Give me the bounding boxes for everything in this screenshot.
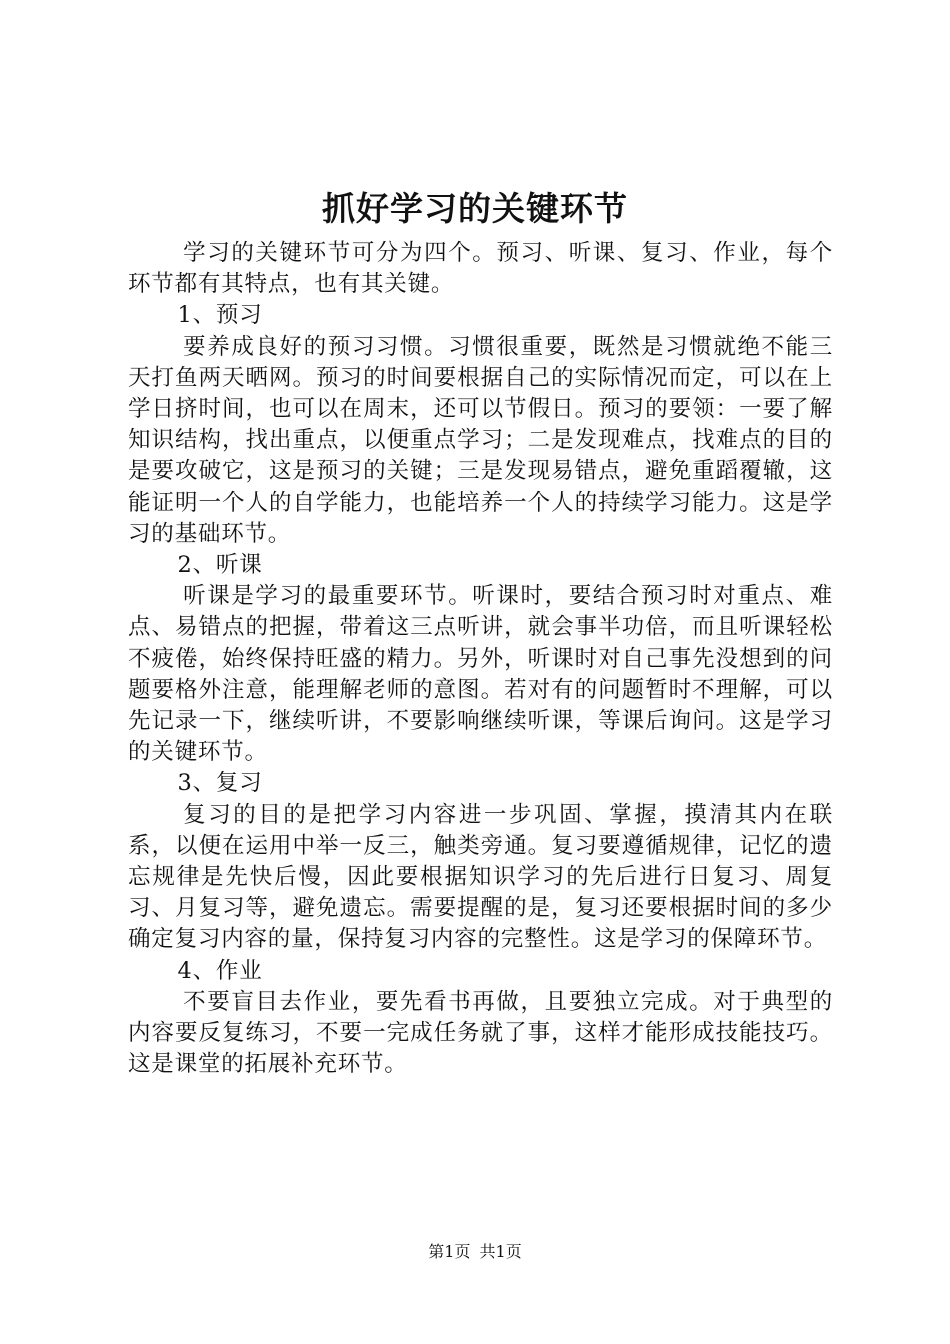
- page-total: 共1页: [479, 1242, 522, 1261]
- paragraph-intro: 学习的关键环节可分为四个。预习、听课、复习、作业，每个环节都有其特点，也有其关键。: [128, 240, 833, 298]
- section-heading-homework: 4、作业: [177, 957, 263, 984]
- paragraph-homework: 不要盲目去作业，要先看书再做，且要独立完成。对于典型的内容要反复练习，不要一完成任务就了事，这样才能形成技能技巧。这是课堂的拓展补充环节。: [128, 988, 833, 1078]
- paragraph-preview: 要养成良好的预习习惯。习惯很重要，既然是习惯就绝不能三天打鱼两天晒网。预习的时间要根据自己的实际情况而定，可以在上学日挤时间，也可以在周末，还可以节假日。预习的要领：一要了解知识结构，找出重点，以便重点学习；二是发现难点，找难点的目的是要攻破它，这是预习的关键；三是发现易错点，避免重蹈覆辙，这能证明一个人的自学能力，也能培养一个人的持续学习能力。这是学习的基础环节。: [128, 333, 833, 547]
- paragraph-listening: 听课是学习的最重要环节。听课时，要结合预习时对重点、难点、易错点的把握，带着这三点听讲，就会事半功倍，而且听课轻松不疲倦，始终保持旺盛的精力。另外，听课时对自己事先没想到的问题要格外注意，能理解老师的意图。若对有的问题暂时不理解，可以先记录一下，继续听讲，不要影响继续听课，等课后询问。这是学习的关键环节。: [128, 583, 833, 766]
- page-number: 第1页: [428, 1242, 471, 1261]
- page-footer: [0, 1240, 950, 1264]
- document-body: [128, 238, 833, 1080]
- section-heading-review: 3、复习: [177, 770, 263, 797]
- section-heading-listening: 2、听课: [177, 552, 263, 579]
- section-heading-preview: 1、预习: [177, 302, 263, 329]
- paragraph-review: 复习的目的是把学习内容进一步巩固、掌握，摸清其内在联系，以便在运用中举一反三，触类旁通。复习要遵循规律，记忆的遗忘规律是先快后慢，因此要根据知识学习的先后进行日复习、周复习、月复习等，避免遗忘。需要提醒的是，复习还要根据时间的多少确定复习内容的量，保持复习内容的完整性。这是学习的保障环节。: [128, 801, 833, 953]
- document-title: 抓好学习的关键环节: [322, 189, 628, 228]
